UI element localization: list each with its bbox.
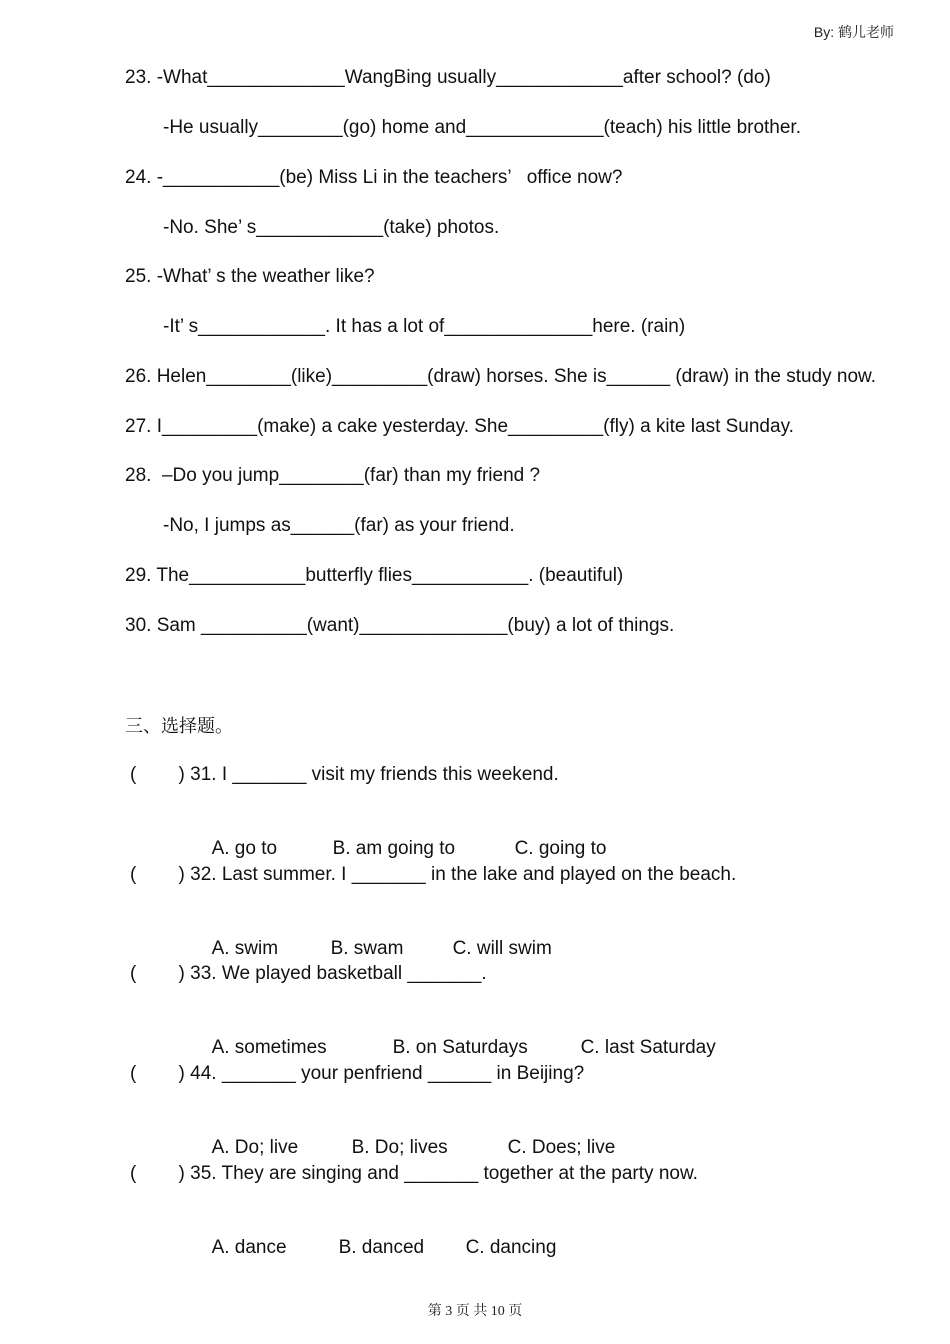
option-a: A. go to [211,838,278,859]
section-3-title: 三、选择题。 [125,716,233,736]
question-28-line-2: -No, I jumps as______(far) as your friend. [163,515,515,536]
option-b: B. am going to [332,838,456,859]
option-c: C. will swim [452,938,552,959]
option-a: A. swim [211,938,279,959]
option-c: C. Does; live [507,1137,616,1158]
page-number: 第 3 页 共 10 页 [427,1304,523,1319]
choice-options-35 [201,1212,556,1260]
option-a: A. dance [211,1237,287,1258]
option-c: C. dancing [465,1237,557,1258]
choice-question-32: ( ) 32. Last summer. I _______ in the lake and played on the beach. [130,864,737,885]
question-24-line-2: -No. She’ s____________(take) photos. [163,217,500,238]
choice-question-31: ( ) 31. I _______ visit my friends this weekend. [130,764,559,785]
option-b: B. on Saturdays [392,1037,528,1058]
question-30: 30. Sam __________(want)______________(buy) a lot of things. [125,615,675,636]
question-23-line-1: 23. -What_____________WangBing usually____________after school? (do) [125,67,771,88]
question-29: 29. The___________butterfly flies___________. (beautiful) [125,565,624,586]
question-25-line-2: -It’ s____________. It has a lot of______________here. (rain) [163,316,686,337]
choice-question-35: ( ) 35. They are singing and _______ together at the party now. [130,1163,698,1184]
choice-question-44: ( ) 44. _______ your penfriend ______ in Beijing? [130,1063,585,1084]
question-25-line-1: 25. -What’ s the weather like? [125,266,375,287]
choice-options-31 [201,813,606,861]
choice-options-44 [201,1112,615,1160]
choice-options-33 [201,1012,716,1060]
option-c: C. last Saturday [580,1037,716,1058]
option-b: B. danced [338,1237,425,1258]
option-a: A. Do; live [211,1137,299,1158]
option-c: C. going to [514,838,607,859]
option-b: B. swam [330,938,404,959]
question-28-line-1: 28. –Do you jump________(far) than my friend ? [125,465,541,486]
option-b: B. Do; lives [351,1137,448,1158]
question-24-line-1: 24. -___________(be) Miss Li in the teachers’ office now? [125,167,623,188]
choice-question-33: ( ) 33. We played basketball _______. [130,963,487,984]
choice-options-32 [201,913,552,961]
question-23-line-2: -He usually________(go) home and_____________(teach) his little brother. [163,117,801,138]
option-a: A. sometimes [211,1037,327,1058]
question-27: 27. I_________(make) a cake yesterday. She_________(fly) a kite last Sunday. [125,416,794,437]
author-header: By: 鹤儿老师 [813,24,894,40]
question-26: 26. Helen________(like)_________(draw) horses. She is______ (draw) in the study now. [125,366,876,387]
